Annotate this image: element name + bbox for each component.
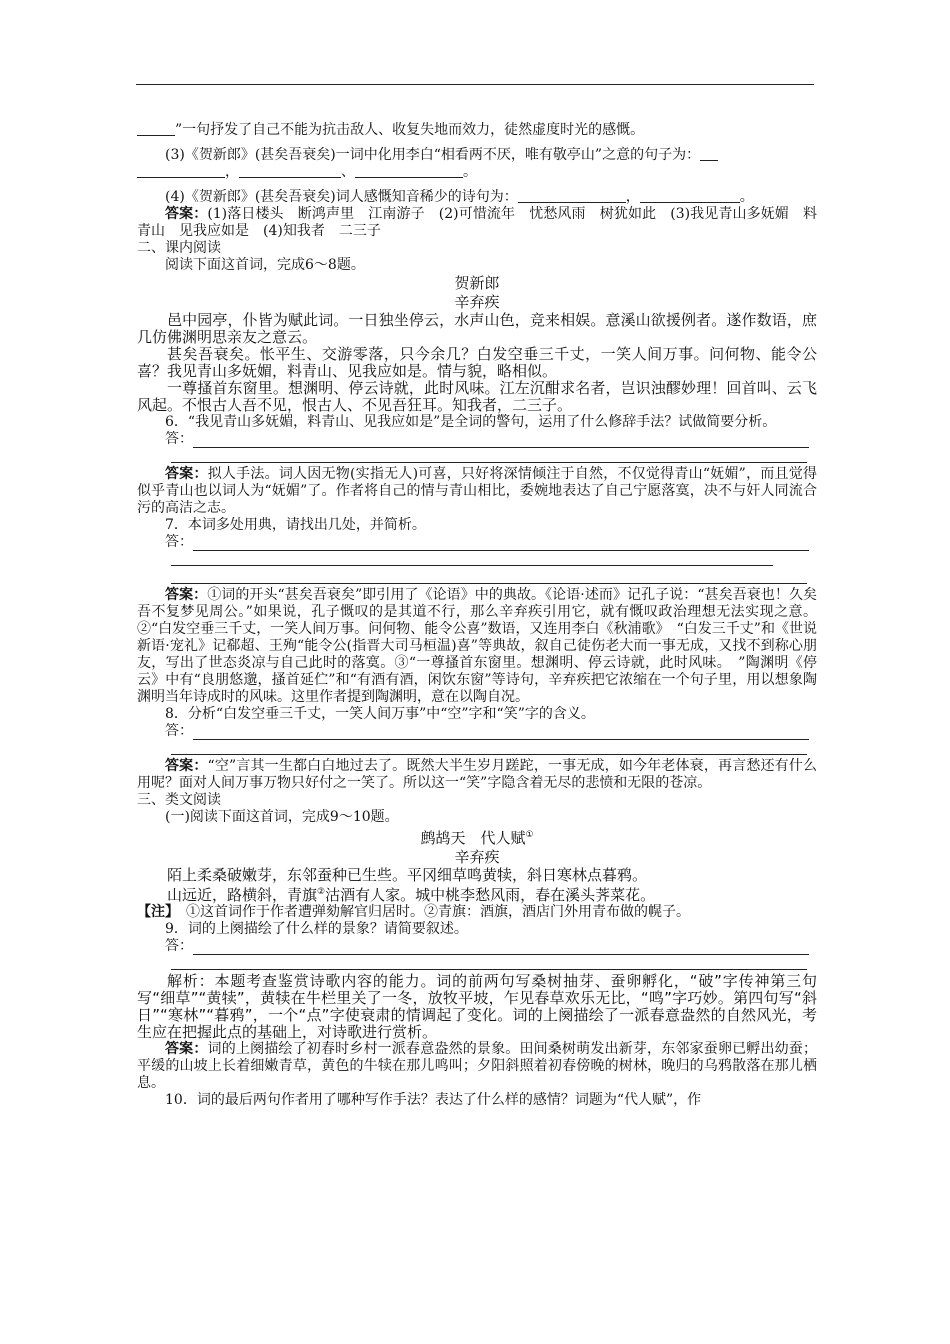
fill-blank[interactable] — [137, 164, 225, 178]
answer-line[interactable] — [193, 940, 809, 955]
question-8: 8．分析“白发空垂三千丈，一笑人间万事”中“空”字和“笑”字的含义。 — [165, 706, 595, 722]
header-rule — [136, 84, 814, 85]
footnote-ref: ① — [525, 830, 534, 840]
answer-block: 答案：“空”言其一生都白白地过去了。既然大半生岁月蹉跎，一事无成，如今年老体衰，再言愁还有什么用呢？面对人间万事万物只好付之一笑了。所以这一“笑”字隐含着无尽的悲愤和无限的苍凉。 — [137, 758, 818, 791]
fill-blank[interactable] — [137, 122, 175, 136]
question-3: (3)《贺新郎》(甚矣吾衰矣)一词中化用李白“相看两不厌，唯有敬亭山”之意的句子为： ， 、 。 — [137, 147, 817, 181]
footnote-ref: ② — [317, 887, 326, 897]
poem-title: 鹧鸪天 代人赋① — [420, 829, 534, 847]
answer-line[interactable] — [171, 551, 773, 566]
answer-block: 答案：词的上阕描绘了初春时乡村一派春意盎然的景象。田间桑树萌发出新芽，东邻家蚕卵已孵出幼蚕；平缓的山坡上长着细嫩青草，黄色的牛犊在那儿鸣叫；夕阳斜照着初春傍晚的树林，晚归的乌鸦散落在那儿栖息。 — [137, 1041, 818, 1091]
fill-blank[interactable] — [518, 189, 626, 203]
poem-title: 贺新郎 — [454, 274, 500, 292]
fill-blank[interactable] — [355, 164, 463, 178]
answer-line[interactable] — [171, 955, 807, 970]
poem-stanza-2: 一尊搔首东窗里。想渊明、停云诗就，此时风味。江左沉酣求名者，岂识浊醪妙理！回首叫、云飞风起。不恨古人吾不见，恨古人、不见吾狂耳。知我者，二三子。 — [137, 379, 817, 414]
poem-preface: 邑中园亭，仆皆为赋此词。一日独坐停云，水声山色，竞来相娱。意溪山欲援例者。遂作数语，庶几仿佛渊明思亲友之意云。 — [137, 311, 817, 346]
page-content — [137, 122, 817, 1109]
fill-blank[interactable] — [239, 164, 341, 178]
section-intro: 阅读下面这首词，完成6～8题。 — [165, 257, 365, 273]
fill-blank[interactable] — [700, 147, 718, 161]
question-6: 6．“我见青山多妩媚，料青山、见我应如是”是全词的警句，运用了什么修辞手法？试做简要分析。 — [165, 414, 777, 430]
answer-area[interactable]: 答： — [137, 723, 817, 740]
poem-body — [137, 867, 817, 904]
question-10: 10．词的最后两句作者用了哪种写作手法？表达了什么样的感情？词题为“代人赋”，作 — [165, 1092, 702, 1108]
analysis-block: 解析：本题考查鉴赏诗歌内容的能力。词的前两句写桑树抽芽、蚕卵孵化，“破”字传神第三句写“细草”“黄犊”，黄犊在牛栏里关了一冬，放牧平坡，乍见春草欢乐无比，“鸣”字巧妙。第四句写“斜日”“寒林”“暮鸦”，一个“点”字使衰肃的情调起了变化。词的上阕描绘了一派春意盎然的自然风光，考生应在把握此点的基础上，对诗歌进行赏析。 — [137, 972, 817, 1041]
footnote: 【注】 ①这首词作于作者遭弹劾解官归居时。②青旗：酒旗，酒店门外用青布做的幌子。 — [137, 904, 690, 920]
answer-area[interactable]: 答： — [137, 431, 817, 448]
answer-line[interactable] — [193, 536, 809, 551]
answer-line[interactable] — [171, 448, 807, 463]
poem-author: 辛弃疾 — [454, 848, 500, 866]
section-heading-3: 三、类文阅读 — [137, 792, 221, 808]
question-4: (4)《贺新郎》(甚矣吾衰矣)词人感慨知音稀少的诗句为： ， 。 — [165, 189, 754, 205]
answer-line[interactable] — [171, 740, 807, 755]
answer-block: 答案：(1)落日楼头 断鸿声里 江南游子 (2)可惜流年 忧愁风雨 树犹如此 (3)我见青山多妩媚 料青山 见我应如是 (4)知我者 二三子 — [137, 206, 817, 239]
poem-line-1: 陌上柔桑破嫩芽，东邻蚕种已生些。平冈细草鸣黄犊，斜日寒林点暮鸦。 — [167, 866, 648, 884]
answer-area[interactable]: 答： — [137, 938, 817, 955]
fill-blank[interactable] — [640, 189, 740, 203]
poem-author: 辛弃疾 — [454, 293, 500, 311]
answer-line[interactable] — [171, 569, 807, 584]
fill-line-tail: ”一句抒发了自己不能为抗击敌人、收复失地而效力，徒然虚度时光的感慨。 — [137, 122, 817, 139]
answer-block: 答案：拟人手法。词人因无物(实指无人)可喜，只好将深情倾注于自然，不仅觉得青山“妩媚”，而且觉得似乎青山也以词人为“妩媚”了。作者将自己的情与青山相比，委婉地表达了自己宁愿落寞，决不与奸人同流合污的高洁之志。 — [137, 466, 817, 516]
question-7: 7．本词多处用典，请找出几处，并简析。 — [165, 517, 426, 533]
question-9: 9．词的上阕描绘了什么样的景象？请简要叙述。 — [165, 921, 468, 937]
section-heading-2: 二、课内阅读 — [137, 240, 221, 256]
section-intro: (一)阅读下面这首词，完成9～10题。 — [165, 809, 399, 825]
answer-block: 答案：①词的开头“甚矣吾衰矣”即引用了《论语》中的典故。《论语·述而》记孔子说：“甚矣吾衰也！久矣吾不复梦见周公。”如果说，孔子慨叹的是其道不行，那么辛弃疾引用它，就有慨叹政治理想无法实现之意。②“白发空垂三千丈，一笑人间万事。问何物、能令公喜”数语，又连用李白《秋浦歌》 “白发三千丈”和《世说新语·宠礼》记郗超、王殉“能令公(指晋大司马桓温)喜”等典故，叙自己徒伤老大而一事无成，又找不到称心朋友，写出了世态炎凉与自己此时的落寞。③“一尊搔首东窗里。想渊明、停云诗就，此时风味。 ”陶渊明《停云》中有“良朋悠邈，搔首延伫”和“有酒有酒，闲饮东窗”等诗句，辛弃疾把它浓缩在一个句子里，用以想象陶渊明当年诗成时的风味。这里作者提到陶渊明，意在以陶自况。 — [137, 587, 818, 705]
answer-area[interactable]: 答： — [137, 534, 817, 551]
answer-line[interactable] — [193, 725, 809, 740]
poem-body — [137, 312, 817, 414]
poem-line-2: 山远近，路横斜，青旗②沽酒有人家。城中桃李愁风雨，春在溪头荠菜花。 — [167, 886, 656, 904]
poem-stanza-1: 甚矣吾衰矣。怅平生、交游零落，只今余几？白发空垂三千丈，一笑人间万事。问何物、能令公喜？我见青山多妩媚，料青山、见我应如是。情与貌，略相似。 — [137, 345, 817, 380]
answer-line[interactable] — [193, 433, 809, 448]
